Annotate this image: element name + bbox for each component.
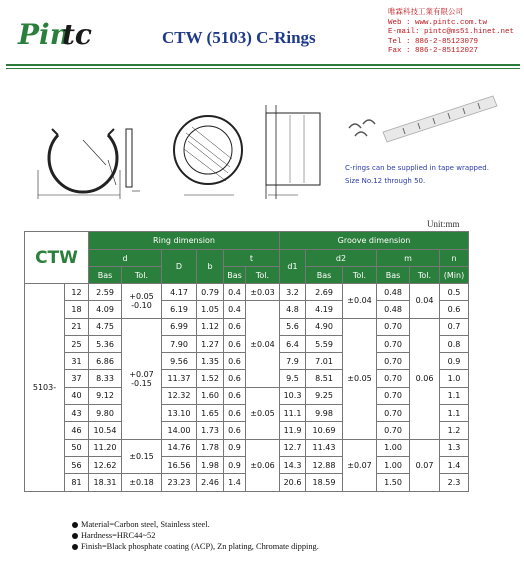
d2-bas-cell: 7.01 [306,353,343,370]
d2-bas-cell: 5.59 [306,335,343,352]
d2-bas-cell: 9.25 [306,387,343,404]
d2-bas-cell: 8.51 [306,370,343,387]
n-cell: 1.1 [440,387,469,404]
size-cell: 46 [65,422,89,439]
m-bas-cell: 0.70 [377,387,410,404]
col-d: d [89,250,162,267]
n-cell: 0.8 [440,335,469,352]
m-bas-cell: 0.48 [377,284,410,301]
b-cell: 1.05 [197,301,224,318]
m-bas-cell: 1.50 [377,474,410,491]
d-tol-cell: +0.05 -0.10 [122,284,162,319]
n-min-header: (Min) [440,267,469,284]
company-email: E-mail: pintc@ms51.hinet.net [388,28,515,37]
m-bas-cell: 0.48 [377,301,410,318]
d-bas-cell: 12.62 [89,456,122,473]
table-row [25,284,469,301]
D-cell: 7.90 [162,335,197,352]
n-cell: 2.3 [440,474,469,491]
m-bas-cell: 0.70 [377,335,410,352]
m-tol-cell: 0.07 [410,439,440,491]
company-tel: Tel : 886-2-85123079 [388,37,479,46]
table-row [25,301,469,318]
b-cell: 0.79 [197,284,224,301]
d-bas-cell: 6.86 [89,353,122,370]
header-rule-bottom [6,68,520,69]
col-n: n [440,250,469,267]
n-cell: 0.5 [440,284,469,301]
t-tol-cell: ±0.06 [246,439,280,491]
b-cell: 1.65 [197,405,224,422]
d1-cell: 20.6 [280,474,306,491]
size-cell: 12 [65,284,89,301]
d2-tol-header: Tol. [343,267,377,284]
D-cell: 13.10 [162,405,197,422]
d-bas-cell: 10.54 [89,422,122,439]
m-bas-cell: 0.70 [377,422,410,439]
D-cell: 14.76 [162,439,197,456]
t-bas-cell: 0.6 [224,353,246,370]
table-row [25,387,469,404]
d-bas-cell: 11.20 [89,439,122,456]
d2-bas-header: Bas [306,267,343,284]
d2-bas-cell: 9.98 [306,405,343,422]
d-bas-cell: 2.59 [89,284,122,301]
m-tol-cell: 0.04 [410,284,440,319]
D-cell: 23.23 [162,474,197,491]
d-bas-cell: 18.31 [89,474,122,491]
brand-cell: CTW [25,232,89,284]
D-cell: 6.19 [162,301,197,318]
m-bas-cell: 0.70 [377,353,410,370]
t-tol-cell: ±0.05 [246,387,280,439]
t-bas-header: Bas [224,267,246,284]
n-cell: 0.6 [440,301,469,318]
d-bas-cell: 4.75 [89,318,122,335]
d2-bas-cell: 2.69 [306,284,343,301]
d-bas-cell: 5.36 [89,335,122,352]
header-rule-top [6,64,520,66]
D-cell: 12.32 [162,387,197,404]
D-cell: 16.56 [162,456,197,473]
spec-material: Material=Carbon steel, Stainless steel. [81,520,210,529]
t-bas-cell: 0.9 [224,439,246,456]
d2-bas-cell: 10.69 [306,422,343,439]
company-fax: Fax : 886-2-85112027 [388,47,479,56]
page-title: CTW (5103) C-Rings [162,28,316,47]
col-t: t [224,250,280,267]
t-bas-cell: 0.6 [224,370,246,387]
t-bas-cell: 0.6 [224,405,246,422]
m-bas-cell: 1.00 [377,456,410,473]
D-cell: 6.99 [162,318,197,335]
t-bas-cell: 0.9 [224,456,246,473]
n-cell: 1.4 [440,456,469,473]
m-bas-cell: 0.70 [377,405,410,422]
size-cell: 31 [65,353,89,370]
spec-item [72,530,319,541]
size-cell: 18 [65,301,89,318]
d1-cell: 11.1 [280,405,306,422]
spec-list [72,519,319,552]
d1-cell: 10.3 [280,387,306,404]
t-bas-cell: 0.6 [224,318,246,335]
t-bas-cell: 0.4 [224,284,246,301]
D-cell: 11.37 [162,370,197,387]
table-row [25,439,469,456]
tape-note: C-rings can be supplied in tape wrapped. [345,164,489,172]
tape-wrapped-rings-photo [343,88,501,158]
b-cell: 1.98 [197,456,224,473]
n-cell: 0.9 [440,353,469,370]
n-cell: 1.3 [440,439,469,456]
d-bas-cell: 4.09 [89,301,122,318]
t-tol-cell: ±0.03 [246,284,280,301]
n-cell: 0.7 [440,318,469,335]
dimension-table [24,231,469,492]
m-tol-header: Tol. [410,267,440,284]
spec-hardness: Hardness=HRC44~52 [81,531,156,540]
d1-cell: 11.9 [280,422,306,439]
d1-cell: 9.5 [280,370,306,387]
m-bas-cell: 0.70 [377,370,410,387]
d-bas-header: Bas [89,267,122,284]
d2-bas-cell: 4.90 [306,318,343,335]
t-bas-cell: 0.4 [224,301,246,318]
company-info [388,9,514,57]
col-m: m [377,250,440,267]
m-bas-cell: 0.70 [377,318,410,335]
b-cell: 1.27 [197,335,224,352]
size-cell: 21 [65,318,89,335]
b-cell: 1.78 [197,439,224,456]
d1-cell: 14.3 [280,456,306,473]
d-tol-cell: ±0.18 [122,474,162,491]
t-bas-cell: 0.6 [224,387,246,404]
d1-cell: 7.9 [280,353,306,370]
spec-item [72,541,319,552]
spec-item [72,519,319,530]
d2-tol-cell: ±0.04 [343,284,377,319]
svg-text:tc: tc [62,18,92,51]
d-tol-header: Tol. [122,267,162,284]
D-cell: 9.56 [162,353,197,370]
d2-bas-cell: 12.88 [306,456,343,473]
t-tol-cell: ±0.04 [246,301,280,387]
col-b: b [197,250,224,284]
svg-text:Pin: Pin [18,18,71,51]
b-cell: 1.52 [197,370,224,387]
t-bas-cell: 0.6 [224,335,246,352]
n-cell: 1.0 [440,370,469,387]
d2-bas-cell: 18.59 [306,474,343,491]
spec-finish: Finish=Black phosphate coating (ACP), Zn plating, Chromate dipping. [81,542,319,551]
m-bas-header: Bas [377,267,410,284]
ring-dimension-header: Ring dimension [89,232,280,250]
n-cell: 1.1 [440,405,469,422]
col-D: D [162,250,197,284]
d1-cell: 5.6 [280,318,306,335]
col-d2: d2 [306,250,377,267]
bullet-icon [72,533,78,539]
company-name: 唯霖科技工業有限公司 [388,9,463,17]
d1-cell: 4.8 [280,301,306,318]
size-cell: 40 [65,387,89,404]
size-cell: 81 [65,474,89,491]
bullet-icon [72,522,78,528]
d1-cell: 3.2 [280,284,306,301]
size-cell: 37 [65,370,89,387]
size-note: Size No.12 through 50. [345,177,426,185]
c-ring-technical-drawing [28,95,328,210]
size-cell: 25 [65,335,89,352]
table-body [25,284,469,492]
col-d1: d1 [280,250,306,284]
company-web: Web : www.pintc.com.tw [388,18,488,27]
d2-tol-cell: ±0.05 [343,318,377,439]
d-bas-cell: 9.80 [89,405,122,422]
d2-bas-cell: 4.19 [306,301,343,318]
t-tol-header: Tol. [246,267,280,284]
b-cell: 1.35 [197,353,224,370]
t-bas-cell: 0.6 [224,422,246,439]
D-cell: 4.17 [162,284,197,301]
D-cell: 14.00 [162,422,197,439]
size-cell: 56 [65,456,89,473]
d-tol-cell: ±0.15 [122,439,162,474]
b-cell: 1.60 [197,387,224,404]
n-cell: 1.2 [440,422,469,439]
m-bas-cell: 1.00 [377,439,410,456]
d2-tol-cell: ±0.07 [343,439,377,491]
b-cell: 1.12 [197,318,224,335]
series-cell: 5103- [25,284,65,492]
d-bas-cell: 8.33 [89,370,122,387]
pintc-logo [16,14,96,54]
size-cell: 43 [65,405,89,422]
b-cell: 2.46 [197,474,224,491]
groove-dimension-header: Groove dimension [280,232,469,250]
d1-cell: 6.4 [280,335,306,352]
bullet-icon [72,544,78,550]
t-bas-cell: 1.4 [224,474,246,491]
d2-bas-cell: 11.43 [306,439,343,456]
m-tol-cell: 0.06 [410,318,440,439]
unit-label: Unit:mm [427,219,460,229]
size-cell: 50 [65,439,89,456]
d1-cell: 12.7 [280,439,306,456]
d-tol-cell: +0.07 -0.15 [122,318,162,439]
b-cell: 1.73 [197,422,224,439]
d-bas-cell: 9.12 [89,387,122,404]
